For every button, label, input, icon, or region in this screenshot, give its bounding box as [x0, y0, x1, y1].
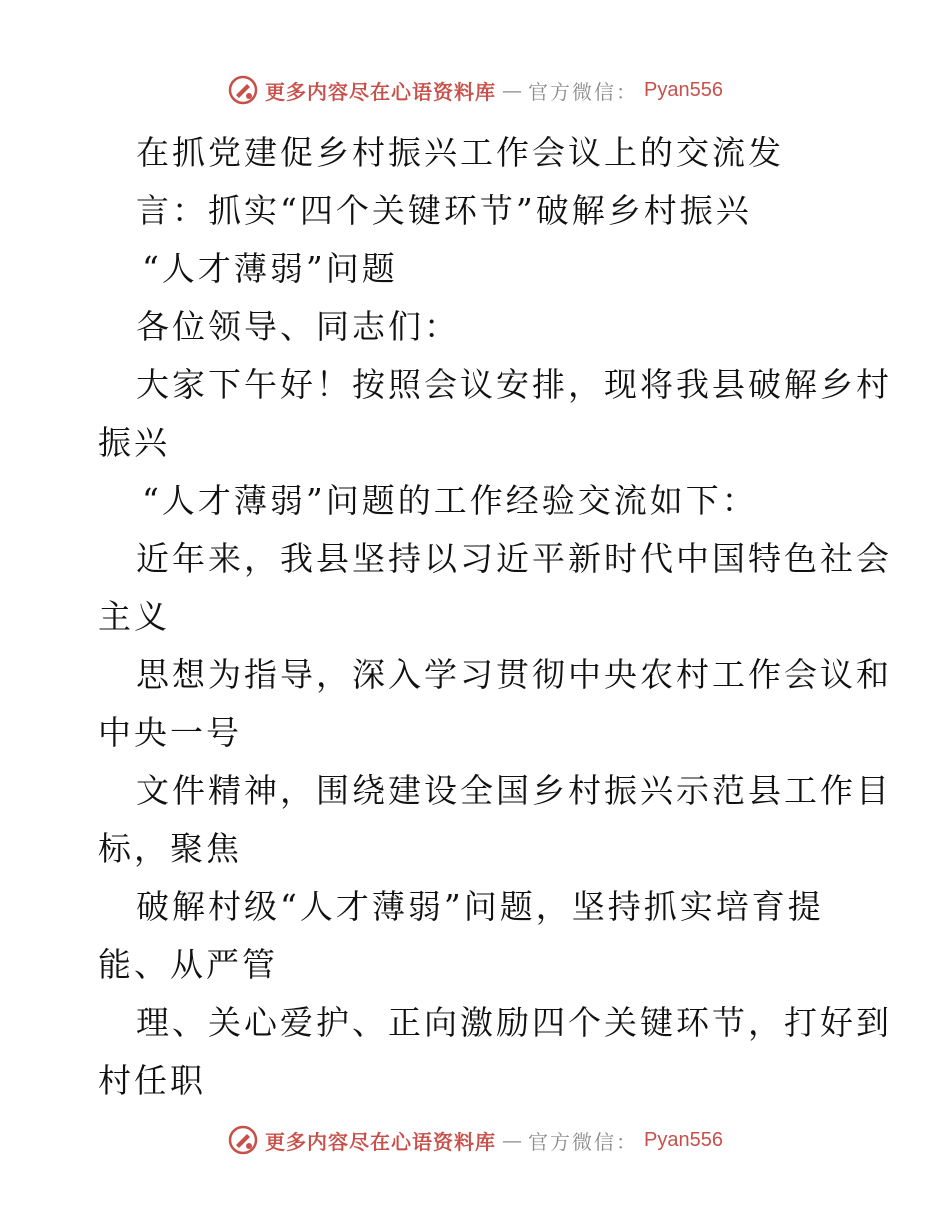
title-line-3: “人才薄弱”问题 — [142, 249, 398, 288]
logo-icon — [227, 1124, 259, 1156]
watermark-brand-text: 更多内容尽在心语资料库 — [265, 79, 497, 104]
paragraph-line: 近年来，我县坚持以习近平新时代中国特色社会 — [136, 539, 892, 578]
paragraph-line: 能、从严管 — [98, 945, 278, 984]
salutation: 各位领导、同志们： — [136, 307, 460, 346]
paragraph-line: 村任职 — [98, 1061, 206, 1100]
paragraph-line: 振兴 — [98, 423, 170, 462]
watermark-wechat-id: Pyan556 — [644, 78, 723, 101]
paragraph-line: 中央一号 — [98, 713, 242, 752]
logo-icon — [227, 74, 259, 106]
watermark-wechat-label: 官方微信： — [528, 1129, 639, 1154]
watermark-wechat-id: Pyan556 — [644, 1128, 723, 1151]
footer-watermark — [0, 1120, 950, 1160]
paragraph-line: 标，聚焦 — [98, 829, 242, 868]
paragraph-line: 理、关心爱护、正向激励四个关键环节，打好到 — [136, 1003, 892, 1042]
watermark-brand-text: 更多内容尽在心语资料库 — [265, 1129, 497, 1154]
paragraph-line: 破解村级“人才薄弱”问题，坚持抓实培育提 — [136, 887, 824, 926]
header-watermark — [0, 70, 950, 110]
watermark-dash: — — [502, 78, 523, 102]
title-line-2: 言：抓实“四个关键环节”破解乡村振兴 — [136, 191, 752, 230]
paragraph-line: 大家下午好！按照会议安排，现将我县破解乡村 — [136, 365, 892, 404]
watermark-wechat-label: 官方微信： — [528, 79, 639, 104]
paragraph-line: 主义 — [98, 597, 170, 636]
paragraph-line: “人才薄弱”问题的工作经验交流如下： — [142, 481, 758, 520]
title-line-1: 在抓党建促乡村振兴工作会议上的交流发 — [136, 133, 784, 172]
paragraph-line: 思想为指导，深入学习贯彻中央农村工作会议和 — [136, 655, 892, 694]
document-body — [98, 124, 892, 1110]
paragraph-line: 文件精神，围绕建设全国乡村振兴示范县工作目 — [136, 771, 892, 810]
watermark-dash: — — [502, 1128, 523, 1152]
